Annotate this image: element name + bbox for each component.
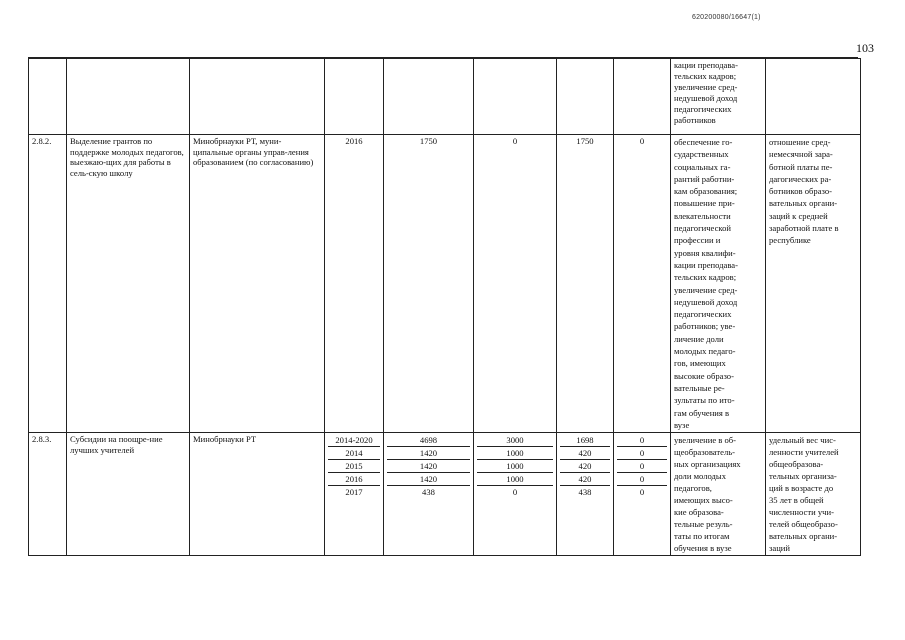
cell-total: 1750 [384,135,474,433]
cell-indicator [766,59,861,135]
total-value: 438 [422,487,435,497]
cell-regional [557,59,614,135]
table-row-2-8-3 [29,433,861,556]
program-table [28,58,861,556]
page-number: 103 [856,41,874,55]
federal-value: 0 [512,487,518,497]
cell-number: 2.8.3. [29,433,67,556]
cell-executor: Минобрнауки РТ [190,433,325,556]
federal-value: 1000 [477,460,553,473]
total-value: 4698 [387,434,470,447]
table-row-continuation [29,59,861,135]
year-value: 2017 [345,487,363,497]
total-value: 1420 [387,460,470,473]
other-value: 0 [617,447,667,460]
cell-number: 2.8.2. [29,135,67,433]
cell-federal [474,59,557,135]
document-code: 620200080/16647(1) [692,14,761,21]
cell-total [384,59,474,135]
federal-value: 1000 [477,473,553,486]
year-value: 2016 [328,473,380,486]
regional-subtable [560,434,610,498]
cell-regional: 1750 [557,135,614,433]
total-value: 1420 [387,473,470,486]
other-value: 0 [617,434,667,447]
regional-value: 438 [578,487,592,497]
cell-indicator: удельный вес чис- ленности учителей общеобразова- тельных организа- ций в возрасте до 35 лет в общей численности учи- телей общеобразо- вательных органи- заций [766,433,861,556]
cell-year [325,59,384,135]
cell-name [67,59,190,135]
cell-result: обеспечение го- сударственных социальных га- рантий работни- кам образования; повышение при- влекательности педагогической профессии и уровня квалифи- кации преподава- тельских кадров; увеличение сред- недушевой доход педагогических работников; уве- личение доли молодых педаго- гов, имеющих высокие образо- вательные ре- зультаты по ито- гам обучения в вузе [671,135,766,433]
federal-value: 1000 [477,447,553,460]
other-value: 0 [617,460,667,473]
other-value: 0 [639,487,645,497]
cell-year: 2016 [325,135,384,433]
regional-value: 420 [560,447,610,460]
cell-result: кации преподава- тельских кадров; увеличение сред- недушевой доход педагогических работников [671,59,766,135]
cell-executor: Минобрнауки РТ, муни-ципальные органы управ-ления образованием (по согласованию) [190,135,325,433]
cell-result: увеличение в об- щеобразователь- ных организациях доли молодых педагогов, имеющих высо- кие образова- тельные резуль- таты по итогам обучения в вузе [671,433,766,556]
cell-federal [474,433,557,556]
cell-federal: 0 [474,135,557,433]
year-value: 2014 [328,447,380,460]
cell-regional [557,433,614,556]
year-value: 2014-2020 [328,434,380,447]
other-subtable [617,434,667,498]
cell-executor [190,59,325,135]
years-subtable [328,434,380,498]
regional-value: 420 [560,473,610,486]
federal-subtable [477,434,553,498]
cell-other: 0 [614,135,671,433]
cell-name: Субсидии на поощре-ние лучших учителей [67,433,190,556]
cell-indicator: отношение сред- немесячной зара- ботной платы пе- дагогических ра- ботников образо- вательных органи- заций к средней заработной плате в республике [766,135,861,433]
cell-name: Выделение грантов по поддержке молодых педагогов, выезжаю-щих для работы в сель-скую школу [67,135,190,433]
cell-total [384,433,474,556]
cell-other [614,59,671,135]
year-value: 2015 [328,460,380,473]
federal-value: 3000 [477,434,553,447]
cell-other [614,433,671,556]
cell-years [325,433,384,556]
regional-value: 1698 [560,434,610,447]
total-subtable [387,434,470,498]
table-row-2-8-2 [29,135,861,433]
cell-number [29,59,67,135]
total-value: 1420 [387,447,470,460]
regional-value: 420 [560,460,610,473]
other-value: 0 [617,473,667,486]
